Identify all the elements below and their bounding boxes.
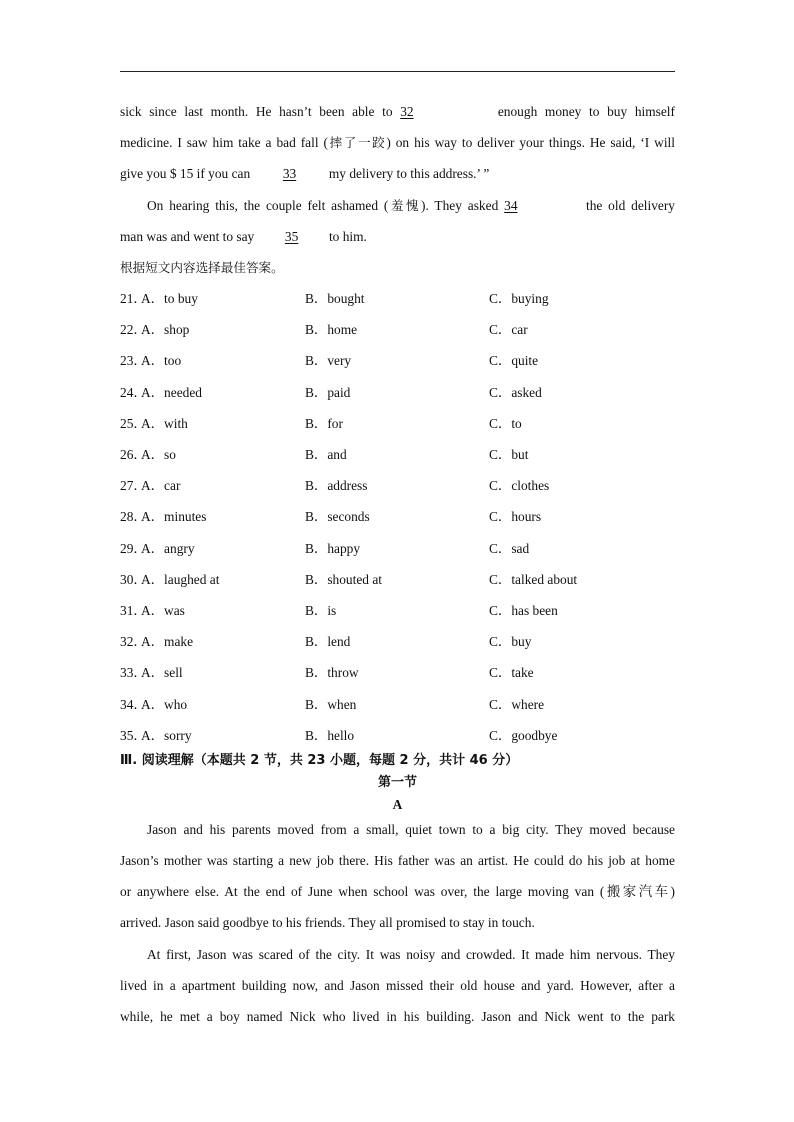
option-a: A．make [141, 634, 194, 650]
option-a: A．with [141, 415, 188, 431]
passage-line-2 [120, 133, 675, 153]
option-a: A．sorry [141, 727, 192, 743]
option-c: C．but [489, 447, 529, 462]
option-b: B．very [305, 353, 352, 369]
option-b: B．paid [305, 384, 351, 400]
option-a: A．so [141, 447, 176, 462]
option-a: A．minutes [141, 509, 207, 525]
question-number: 33． [120, 665, 147, 681]
passage-a-line: At first, Jason was scared of the city. It was noisy and crowded. It made him nervous. They [147, 947, 675, 962]
option-b: B．for [305, 415, 343, 431]
question-number: 35． [120, 727, 147, 743]
question-number: 24． [120, 384, 147, 400]
option-c: C．where [489, 696, 545, 712]
text-segment: the old delivery [580, 198, 675, 213]
option-c: C．quite [489, 353, 539, 369]
option-b: B．hello [305, 727, 355, 743]
question-number: 21． [120, 291, 147, 306]
passage-a-line: Jason’s mother was starting a new job there. His father was an artist. He could do his job at home [120, 853, 675, 868]
question-row [120, 476, 675, 496]
option-a: A．too [141, 353, 182, 369]
question-number: 32． [120, 634, 147, 650]
option-c: C．car [489, 322, 528, 338]
question-row [120, 289, 675, 309]
question-row [120, 601, 675, 621]
option-b: B．seconds [305, 509, 370, 525]
option-a: A．was [141, 603, 185, 618]
option-c: C．goodbye [489, 727, 558, 743]
question-row [120, 663, 675, 683]
option-b: B．shouted at [305, 571, 382, 587]
text-segment: On hearing this, the couple felt ashamed ( [147, 198, 389, 213]
question-row [120, 383, 675, 403]
passage-line-5 [120, 227, 675, 247]
question-row [120, 414, 675, 434]
question-row [120, 632, 675, 652]
question-row [120, 320, 675, 340]
question-number: 34． [120, 696, 147, 712]
instruction-text: 根据短文内容选择最佳答案。 [120, 260, 284, 275]
question-number: 23． [120, 353, 147, 369]
option-b: B．when [305, 696, 357, 712]
option-a: A．angry [141, 540, 195, 556]
passage-a-line: Jason and his parents moved from a small, quiet town to a big city. They moved because [147, 822, 675, 837]
option-b: B．throw [305, 665, 359, 681]
option-c: C．buy [489, 634, 532, 650]
option-a: A．to buy [141, 291, 198, 306]
option-b: B．and [305, 447, 347, 462]
passage-a-line: arrived. Jason said goodbye to his friends. They all promised to stay in touch. [120, 915, 535, 930]
option-b: B．lend [305, 634, 351, 650]
question-row [120, 695, 675, 715]
question-number: 31． [120, 603, 147, 618]
question-row [120, 351, 675, 371]
passage-line-3 [120, 164, 675, 184]
question-row [120, 445, 675, 465]
option-a: A．sell [141, 665, 183, 681]
passage-a-line: lived in a apartment building now, and Jason missed their old house and yard. However, after a [120, 978, 675, 993]
question-row [120, 539, 675, 559]
section-heading: Ⅲ. 阅读理解（本题共 2 节，共 23 小题，每题 2 分，共计 46 分） [120, 753, 519, 768]
option-c: C．buying [489, 291, 549, 306]
question-number: 30． [120, 571, 147, 587]
text-segment: ) on his way to deliver your things. He said, ‘I will [386, 135, 675, 150]
option-a: A．who [141, 696, 188, 712]
blank-33: 33 [282, 166, 297, 181]
question-row [120, 507, 675, 527]
blank-35: 35 [284, 229, 299, 244]
question-row [120, 726, 675, 746]
text-segment: medicine. I saw him take a bad fall ( [120, 135, 328, 150]
passage-letter: A [392, 797, 403, 812]
option-c: C．sad [489, 540, 530, 556]
question-number: 22． [120, 322, 147, 338]
blank-32: 32 [400, 104, 414, 119]
passage-line-4 [120, 196, 675, 216]
option-c: C．has been [489, 603, 558, 618]
option-b: B．happy [305, 540, 361, 556]
option-b: B．home [305, 322, 358, 338]
blank-34: 34 [504, 198, 518, 213]
text-segment: enough money to buy himself [490, 104, 675, 119]
text-segment: my delivery to this address.’ ” [325, 166, 490, 181]
option-b: B．bought [305, 291, 365, 306]
option-c: C．take [489, 665, 534, 681]
text-segment: give you $ 15 if you can [120, 166, 254, 181]
option-a: A．needed [141, 384, 202, 400]
question-number: 25． [120, 415, 147, 431]
option-b: B．is [305, 603, 337, 618]
option-b: B．address [305, 478, 368, 494]
option-a: A．laughed at [141, 571, 220, 587]
option-c: C．to [489, 415, 522, 431]
question-number: 26． [120, 447, 147, 462]
chinese-gloss: 羞愧 [388, 198, 422, 213]
text-segment: man was and went to say [120, 229, 258, 244]
option-c: C．asked [489, 384, 542, 400]
passage-a-line: while, he met a boy named Nick who lived in his building. Jason and Nick went to the park [120, 1009, 675, 1024]
text-segment: to him. [325, 229, 367, 244]
option-c: C．hours [489, 509, 542, 525]
option-c: C．talked about [489, 571, 578, 587]
passage-line-1 [120, 102, 675, 122]
text-segment: ). They asked [421, 198, 505, 213]
header-rule [120, 71, 675, 72]
question-number: 29． [120, 540, 147, 556]
passage-a-line: or anywhere else. At the end of June when school was over, the large moving van (搬家汽车) [120, 884, 675, 899]
part-heading: 第一节 [377, 775, 417, 790]
question-number: 27． [120, 478, 147, 494]
chinese-gloss: 摔了一跤 [327, 135, 387, 150]
option-a: A．car [141, 478, 181, 494]
text-segment: sick since last month. He hasn’t been able to [120, 104, 401, 119]
option-c: C．clothes [489, 478, 550, 494]
option-a: A．shop [141, 322, 190, 338]
question-number: 28． [120, 509, 147, 525]
question-row [120, 570, 675, 590]
